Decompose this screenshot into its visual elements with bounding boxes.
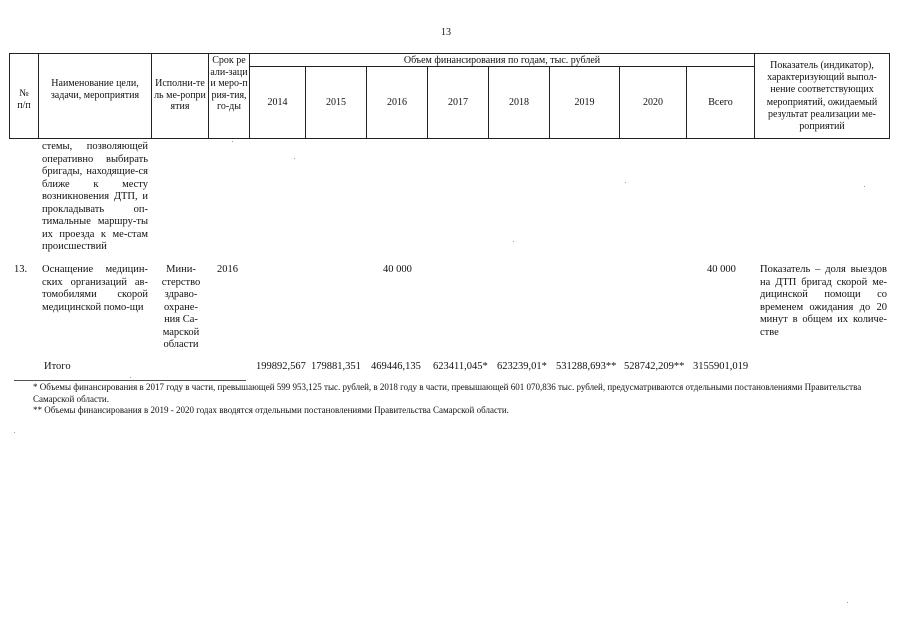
col-divider-no: [38, 53, 39, 139]
total-2019: 531288,693**: [556, 361, 617, 372]
continuation-text: стемы, позволяющей оперативно выбирать бригады, находящие-ся ближе к месту возникновения ДТП, и прокладывать оп-тимальные маршру-ты их проезда к ме-стам происшествий: [42, 141, 148, 252]
scan-speck: [130, 377, 131, 378]
header-col-executor: Исполни-тель ме-роприятия: [154, 78, 206, 112]
header-year-2017: 2017: [448, 97, 468, 108]
row13-name: Оснащение медицин-ских организаций ав-томобилями скорой медицинской помо-щи: [42, 264, 148, 313]
col-divider-term: [249, 53, 250, 139]
total-all: 3155901,019: [693, 361, 749, 372]
scan-speck: [864, 186, 865, 187]
header-year-2019: 2019: [574, 97, 595, 108]
table-top-border: [9, 53, 890, 54]
header-year-2018: 2018: [509, 97, 529, 108]
scan-speck: [294, 158, 295, 159]
total-2020: 528742,209**: [624, 361, 685, 372]
header-bottom-border: [9, 138, 890, 139]
footnote-1-line-1: * Объемы финансирования в 2017 году в части, превышающей 599 953,125 тыс. рублей, в 2018 году в части, превышающей 601 070,836 тыс. рублей, предусматриваются отдельными постановлениями Правительства: [33, 382, 862, 392]
row13-value-2016: 40 000: [383, 264, 412, 275]
total-2016: 469446,135: [371, 361, 421, 372]
header-col-volume: Объем финансирования по годам, тыс. рублей: [403, 55, 601, 66]
totals-label: Итого: [44, 361, 71, 372]
scan-speck: [847, 602, 848, 603]
header-col-term: Срок реали-зации меро-прия-тия, го-ды: [210, 55, 248, 112]
total-2017: 623411,045*: [433, 361, 488, 372]
footnote-2: ** Объемы финансирования в 2019 - 2020 годах вводятся отдельными постановлениями Правительства Самарской области.: [33, 405, 509, 415]
header-col-indicator: Показатель (индикатор), характеризующий выпол-нение соответствующих мероприятий, ожидаемый результат реализации ме-роприятий: [766, 60, 878, 133]
header-year-2016: 2016: [387, 97, 407, 108]
footnote-1-line-2: Самарской области.: [33, 394, 109, 404]
col-divider-total: [754, 53, 755, 139]
col-divider-name: [151, 53, 152, 139]
scan-speck: [513, 241, 514, 242]
footnote-separator: [14, 380, 246, 381]
col-divider-executor: [208, 53, 209, 139]
scan-speck: [625, 182, 626, 183]
scan-speck: [14, 432, 15, 433]
header-col-total: Всего: [708, 97, 733, 108]
row13-executor: Мини-стерство здраво-охране-ния Са-марской области: [161, 264, 201, 350]
row13-term: 2016: [217, 264, 238, 275]
total-2014: 199892,567: [256, 361, 306, 372]
scan-speck: [232, 141, 233, 142]
row13-total: 40 000: [707, 264, 736, 275]
header-col-name: Наименование цели, задачи, мероприятия: [50, 78, 140, 101]
total-2018: 623239,01*: [497, 361, 547, 372]
header-col-no: № п/п: [17, 88, 31, 111]
row13-number: 13.: [14, 264, 28, 275]
header-year-2014: 2014: [267, 97, 288, 108]
table-left-border: [9, 53, 10, 139]
row13-indicator: Показатель – доля выездов на ДТП бригад скорой ме-дицинской помощи со временем ожидания до 20 минут в общем их количе-стве: [760, 264, 887, 338]
total-2015: 179881,351: [311, 361, 361, 372]
page-number: 13: [441, 27, 451, 38]
table-right-border: [889, 53, 890, 139]
header-year-2015: 2015: [326, 97, 346, 108]
header-year-2020: 2020: [643, 97, 663, 108]
